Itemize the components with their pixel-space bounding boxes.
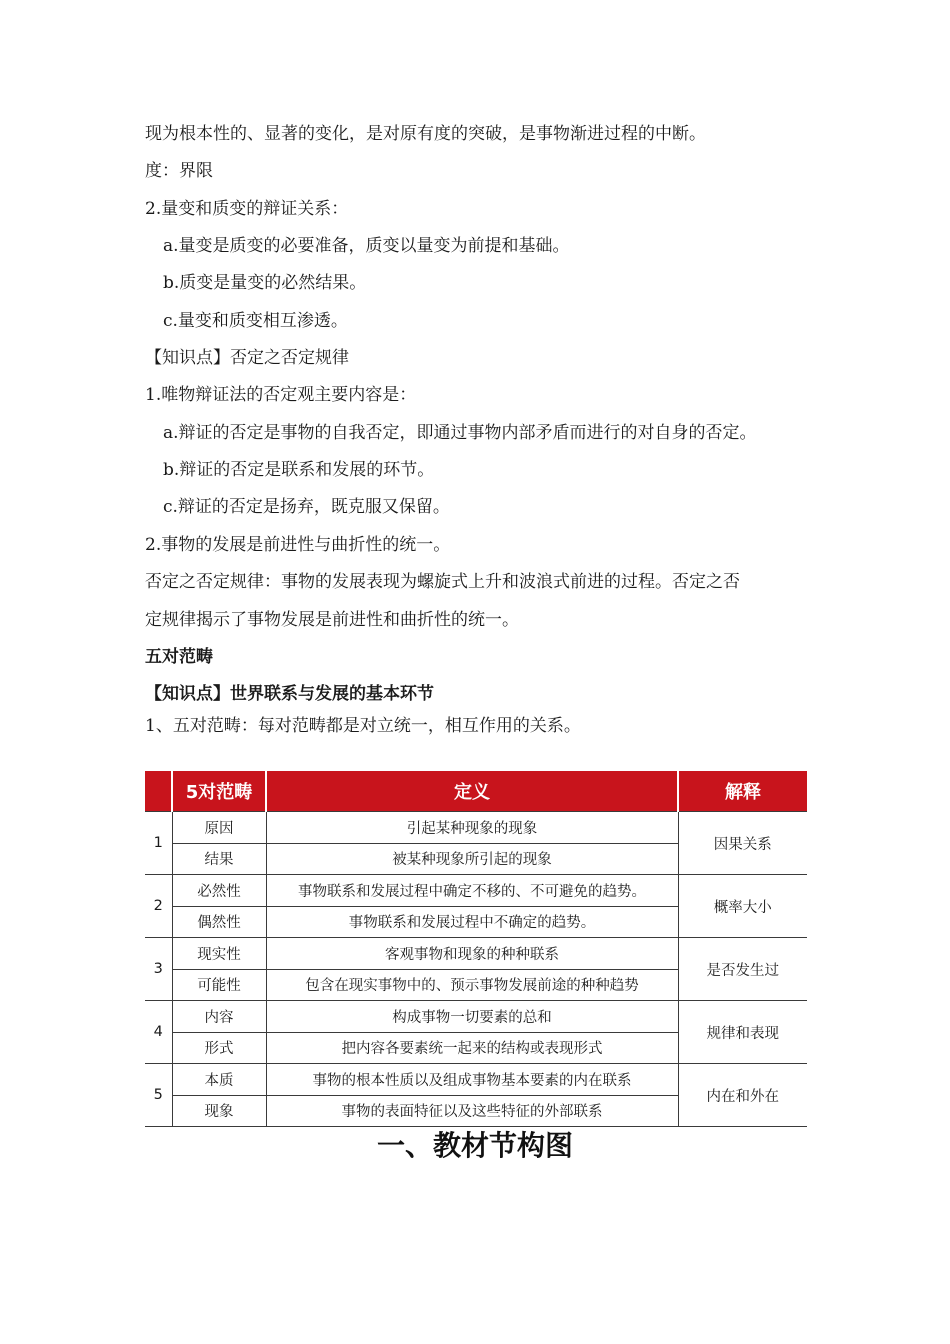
header-number (145, 771, 172, 812)
text-line: a.量变是质变的必要准备，质变以量变为前提和基础。 (163, 236, 570, 256)
row-number: 5 (145, 1064, 172, 1127)
text-line: 度：界限 (145, 161, 213, 181)
text-line: 1.唯物辩证法的否定观主要内容是： (145, 385, 417, 405)
text-line: 2.事物的发展是前进性与曲折性的统一。 (145, 535, 451, 555)
category-term: 原因 (172, 812, 266, 844)
section-label: 【知识点】世界联系与发展的基本环节 (145, 684, 434, 704)
category-definition: 事物联系和发展过程中不确定的趋势。 (266, 906, 678, 938)
table-row (145, 938, 807, 970)
category-definition: 构成事物一切要素的总和 (266, 1001, 678, 1033)
text-line: 定规律揭示了事物发展是前进性和曲折性的统一。 (145, 610, 519, 630)
category-explanation: 规律和表现 (678, 1001, 807, 1064)
row-number: 3 (145, 938, 172, 1001)
table-row (145, 812, 807, 844)
header-definition: 定义 (266, 771, 678, 812)
category-definition: 引起某种现象的现象 (266, 812, 678, 844)
table-row (145, 875, 807, 907)
text-line: 2.量变和质变的辩证关系： (145, 199, 349, 219)
section-label: 【知识点】否定之否定规律 (145, 348, 349, 368)
table-row (145, 1001, 807, 1033)
section-title: 五对范畴 (145, 647, 213, 667)
section-heading: 一、教材节构图 (376, 1129, 573, 1162)
category-term: 现象 (172, 1095, 266, 1127)
categories-table (145, 771, 807, 1127)
category-explanation: 因果关系 (678, 812, 807, 875)
category-definition: 被某种现象所引起的现象 (266, 843, 678, 875)
text-line: a.辩证的否定是事物的自我否定，即通过事物内部矛盾而进行的对自身的否定。 (163, 423, 757, 443)
text-line: 现为根本性的、显著的变化，是对原有度的突破，是事物渐进过程的中断。 (145, 124, 706, 144)
row-number: 2 (145, 875, 172, 938)
table-header-row (145, 771, 807, 812)
row-number: 4 (145, 1001, 172, 1064)
category-definition: 事物的根本性质以及组成事物基本要素的内在联系 (266, 1064, 678, 1096)
category-definition: 事物的表面特征以及这些特征的外部联系 (266, 1095, 678, 1127)
text-line: b.质变是量变的必然结果。 (163, 273, 367, 293)
category-definition: 把内容各要素统一起来的结构或表现形式 (266, 1032, 678, 1064)
text-line: c.辩证的否定是扬弃，既克服又保留。 (163, 497, 450, 517)
table-row (145, 1064, 807, 1096)
category-explanation: 是否发生过 (678, 938, 807, 1001)
category-term: 形式 (172, 1032, 266, 1064)
row-number: 1 (145, 812, 172, 875)
category-term: 偶然性 (172, 906, 266, 938)
category-explanation: 内在和外在 (678, 1064, 807, 1127)
category-definition: 客观事物和现象的种种联系 (266, 938, 678, 970)
category-term: 现实性 (172, 938, 266, 970)
text-line: b.辩证的否定是联系和发展的环节。 (163, 460, 435, 480)
category-explanation: 概率大小 (678, 875, 807, 938)
text-line: 否定之否定规律：事物的发展表现为螺旋式上升和波浪式前进的过程。否定之否 (145, 572, 740, 592)
category-term: 可能性 (172, 969, 266, 1001)
header-explanation: 解释 (678, 771, 807, 812)
category-term: 本质 (172, 1064, 266, 1096)
category-term: 结果 (172, 843, 266, 875)
category-term: 内容 (172, 1001, 266, 1033)
text-line: 1、五对范畴：每对范畴都是对立统一，相互作用的关系。 (145, 716, 581, 736)
category-definition: 事物联系和发展过程中确定不移的、不可避免的趋势。 (266, 875, 678, 907)
category-definition: 包含在现实事物中的、预示事物发展前途的种种趋势 (266, 969, 678, 1001)
header-category: 5对范畴 (172, 771, 266, 812)
category-term: 必然性 (172, 875, 266, 907)
text-line: c.量变和质变相互渗透。 (163, 311, 348, 331)
